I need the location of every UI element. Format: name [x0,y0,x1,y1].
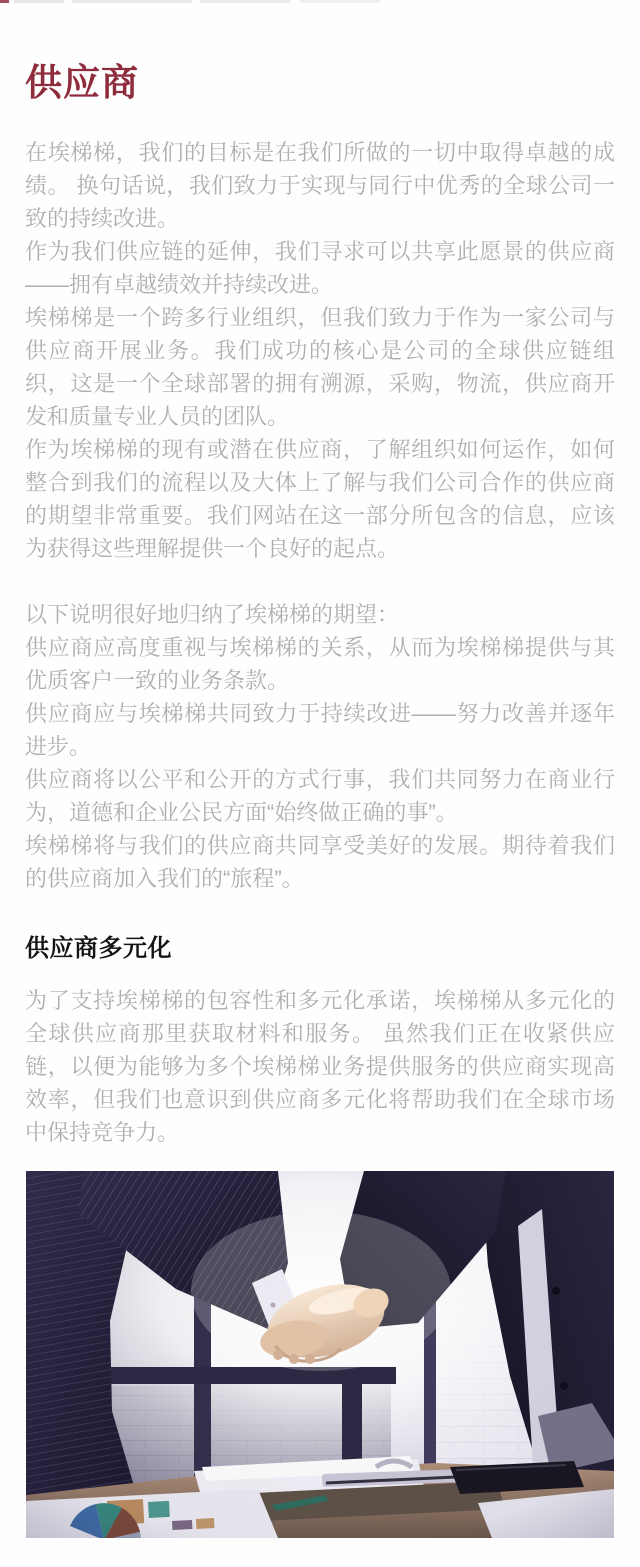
expectation-item: 供应商将以公平和公开的方式行事，我们共同努力在商业行为，道德和企业公民方面“始终做正确的事”。 [25,767,615,825]
expectation-item: 供应商应高度重视与埃梯梯的关系，从而为埃梯梯提供与其优质客户一致的业务条款。 [25,635,615,693]
intro-paragraph: 作为我们供应链的延伸，我们寻求可以共享此愿景的供应商——拥有卓越绩效并持续改进。 [25,239,615,297]
handshake-photo [26,1171,614,1538]
expectations-lead: 以下说明很好地归纳了埃梯梯的期望： [25,602,400,627]
section-title-supplier-diversity: 供应商多元化 [25,935,172,962]
intro-paragraph: 埃梯梯是一个跨多行业组织，但我们致力于作为一家公司与供应商开展业务。我们成功的核心是公司的全球供应链组织，这是一个全球部署的拥有溯源，采购，物流，供应商开发和质量专业人员的团队。 [25,305,615,429]
diversity-paragraph: 为了支持埃梯梯的包容性和多元化承诺，埃梯梯从多元化的全球供应商那里获取材料和服务。 虽然我们正在收紧供应链，以便为能够为多个埃梯梯业务提供服务的供应商实现高效率，但我们也意识到供应商多元化将帮助我们在全球市场中保持竞争力。 [25,988,615,1145]
intro-paragraph: 在埃梯梯，我们的目标是在我们所做的一切中取得卓越的成绩。 换句话说，我们致力于实现与同行中优秀的全球公司一致的持续改进。 [25,140,615,231]
intro-paragraph: 作为埃梯梯的现有或潜在供应商，了解组织如何运作，如何整合到我们的流程以及大体上了解与我们公司合作的供应商的期望非常重要。我们网站在这一部分所包含的信息，应该为获得这些理解提供一个良好的起点。 [25,437,615,561]
clipped-red-fragment [0,0,9,3]
clipped-top-edge [0,0,640,4]
expectation-item: 埃梯梯将与我们的供应商共同享受美好的发展。期待着我们的供应商加入我们的“旅程”。 [25,833,615,891]
intro-text-block [25,136,615,895]
page-title: 供应商 [25,62,139,103]
expectation-item: 供应商应与埃梯梯共同致力于持续改进——努力改善并逐年进步。 [25,701,615,759]
blank-line [25,565,615,598]
